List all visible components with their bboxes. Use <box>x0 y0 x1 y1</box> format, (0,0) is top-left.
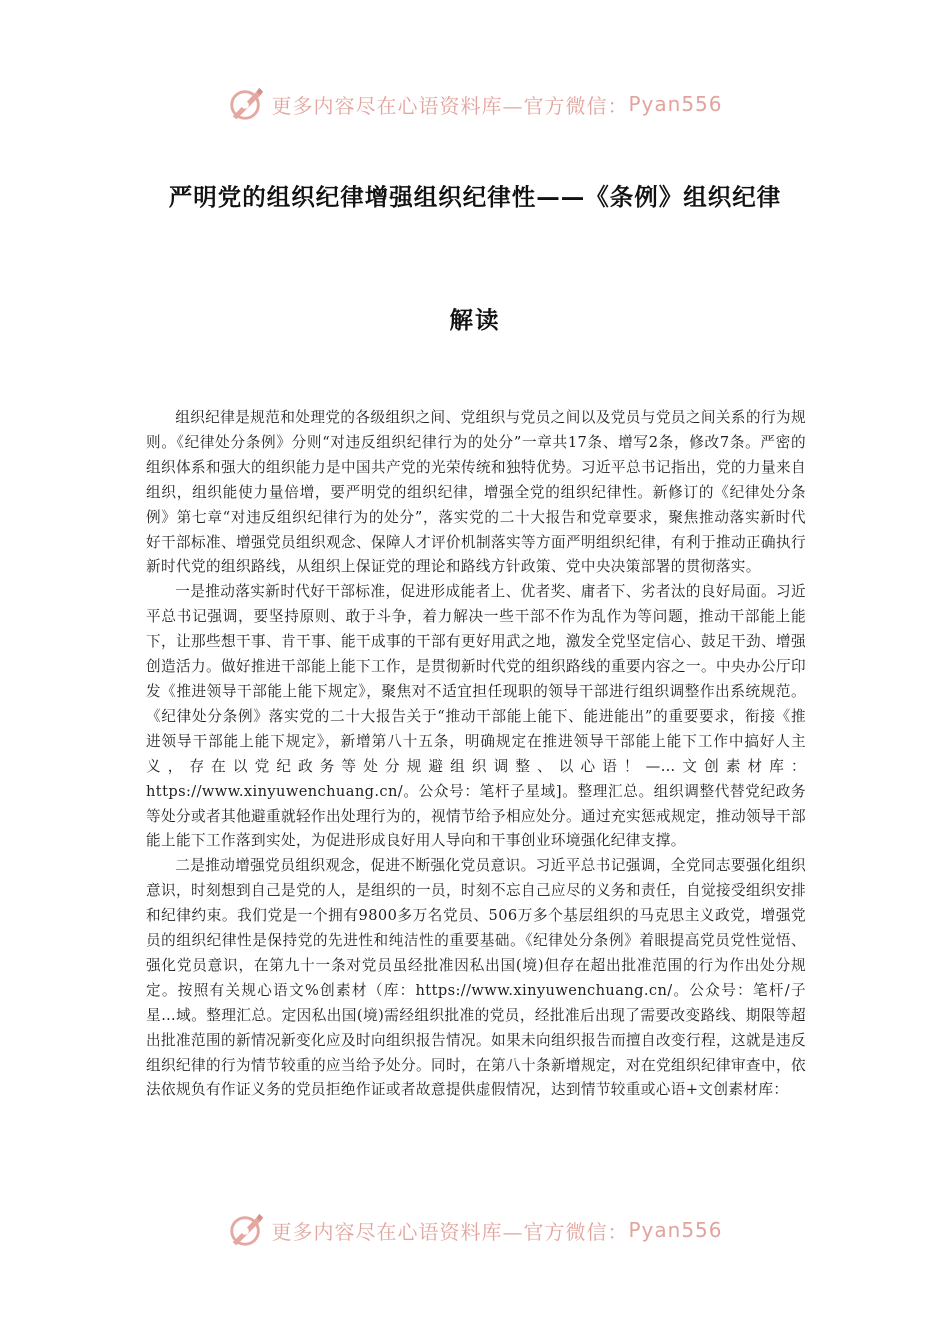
pen-logo-icon <box>227 1211 265 1249</box>
header-banner-wechat: Pyan556 <box>628 92 723 116</box>
document-title-line1: 严明党的组织纪律增强组织纪律性——《条例》组织纪律 <box>168 183 782 211</box>
paragraph-intro: 组织纪律是规范和处理党的各级组织之间、党组织与党员之间以及党员与党员之间关系的行为规则。《纪律处分条例》分则“对违反组织纪律行为的处分”一章共17条、增写2条，修改7条。严密的组织体系和强大的组织能力是中国共产党的光荣传统和独特优势。习近平总书记指出，党的力量来自组织，组织能使力量倍增，要严明党的组织纪律，增强全党的组织纪律性。新修订的《纪律处分条例》第七章“对违反组织纪律行为的处分”，落实党的二十大报告和党章要求，聚焦推动落实新时代好干部标准、增强党员组织观念、保障人才评价机制落实等方面严明组织纪律，有利于推动正确执行新时代党的组织路线，从组织上保证党的理论和路线方针政策、党中央决策部署的贯彻落实。 <box>146 409 806 576</box>
pen-logo-icon <box>227 85 265 123</box>
paragraph-point-two: 二是推动增强党员组织观念，促进不断强化党员意识。习近平总书记强调，全党同志要强化组织意识，时刻想到自己是党的人，是组织的一员，时刻不忘自己应尽的义务和责任，自觉接受组织安排和纪律约束。我们党是一个拥有9800多万名党员、506万多个基层组织的马克思主义政党，增强党员的组织纪律性是保持党的先进性和纯洁性的重要基础。《纪律处分条例》着眼提高党员党性觉悟、强化党员意识，在第九十一条对党员虽经批准因私出国(境)但存在超出批准范围的行为作出处分规定。按照有关规心语文%创素材（库：https://www.xinyuwenchuang.cn/。公众号：笔杆/子星…域。整理汇总。定因私出国(境)需经组织批准的党员，经批准后出现了需要改变路线、期限等超出批准范围的新情况新变化应及时向组织报告情况。如果未向组织报告而擅自改变行程，这就是违反组织纪律的行为情节较重的应当给予处分。同时，在第八十条新增规定，对在党组织纪律审查中，依法依规负有作证义务的党员拒绝作证或者故意提供虚假情况，达到情节较重或心语+文创素材库： <box>146 857 806 1099</box>
footer-banner-text: 更多内容尽在心语资料库—官方微信： <box>271 1219 629 1244</box>
document-title-line2: 解读 <box>449 306 501 334</box>
paragraph-point-one: 一是推动落实新时代好干部标准，促进形成能者上、优者奖、庸者下、劣者汰的良好局面。习近平总书记强调，要坚持原则、敢于斗争，着力解决一些干部不作为乱作为等问题，推动干部能上能下，让那些想干事、肯干事、能干成事的干部有更好用武之地，激发全党坚定信心、鼓足干劲、增强创造活力。做好推进干部能上能下工作，是贯彻新时代党的组织路线的重要内容之一。中央办公厅印发《推进领导干部能上能下规定》，聚焦对不适宜担任现职的领导干部进行组织调整作出系统规范。《纪律处分条例》落实党的二十大报告关于“推动干部能上能下、能进能出”的重要要求，衔接《推进领导干部能上能下规定》，新增第八十五条，明确规定在推进领导干部能上能下工作中搞好人主义，存在以党纪政务等处分规避组织调整、以心语！—…文创素材库：https://www.xinyuwenchuang.cn/。公众号：笔杆子星域]。整理汇总。组织调整代替党纪政务等处分或者其他避重就轻作出处理行为的，视情节给予相应处分。通过充实惩戒规定，推动领导干部能上能下工作落到实处，为促进形成良好用人导向和干事创业环境强化纪律支撑。 <box>146 583 806 850</box>
header-banner <box>0 82 950 126</box>
footer-banner-wechat: Pyan556 <box>628 1218 723 1242</box>
footer-banner <box>0 1208 950 1252</box>
header-banner-text: 更多内容尽在心语资料库—官方微信： <box>271 93 629 118</box>
document-body <box>146 406 806 1103</box>
